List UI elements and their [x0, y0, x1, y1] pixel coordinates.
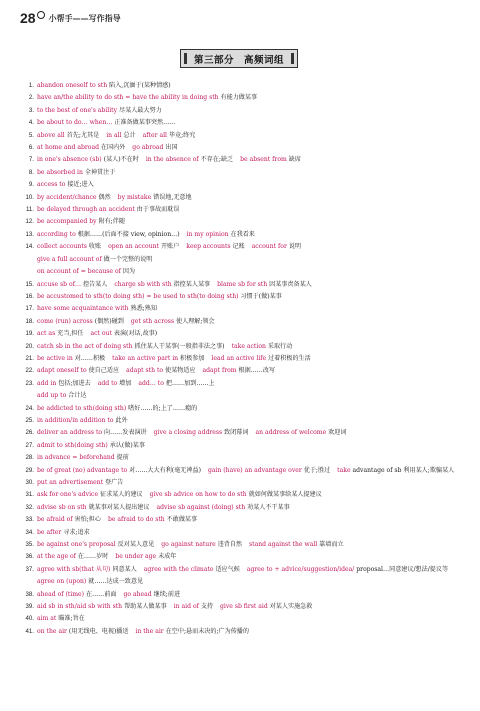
item-number: 28. [25, 454, 34, 462]
phrase: ahead of (time) [37, 590, 85, 598]
meaning: 增加 [119, 379, 132, 387]
meaning: 靠墙而立 [319, 541, 344, 549]
meaning: 因为 [122, 268, 135, 276]
item-number: 19. [25, 330, 34, 338]
phrase: at the age of [37, 553, 76, 561]
item-number: 27. [25, 441, 34, 449]
item-number: 33. [25, 516, 34, 524]
list-item [18, 117, 468, 129]
phrase: in advance = beforehand [37, 454, 115, 462]
meaning: 习惯于(做)某事 [240, 292, 282, 300]
list-item [18, 626, 468, 638]
meaning: 瞄准;旨在 [58, 615, 85, 623]
meaning: 偶然 [98, 193, 111, 201]
list-item [18, 477, 468, 489]
list-item [18, 403, 468, 415]
list-item [18, 514, 468, 526]
meaning: 适应气候 [215, 565, 240, 573]
list-item [18, 564, 468, 589]
phrase: agree with sb(that 从句) [37, 565, 111, 573]
phrase: be absorbed in [37, 168, 83, 176]
meaning: 征求某人的建议 [100, 491, 143, 499]
meaning: 包括;加进去 [58, 379, 91, 387]
phrase: be accompanied by [37, 218, 97, 226]
meaning: 毕竟;终究 [168, 131, 196, 139]
meaning: proposal…同意建议/想法/提议等 [356, 565, 449, 573]
list-item [18, 527, 468, 539]
list-item [18, 353, 468, 365]
meaning: 使某物适应 [165, 367, 196, 375]
list-item [18, 130, 468, 142]
meaning: 在我看来 [230, 230, 255, 238]
meaning: 做一个完整的说明 [103, 255, 153, 263]
list-item [18, 316, 468, 328]
phrase: in all [106, 131, 122, 139]
meaning: 积极参加 [180, 354, 205, 362]
list-item [18, 105, 468, 117]
list-item [18, 378, 468, 403]
list-item [18, 452, 468, 464]
meaning: 优于;胜过 [303, 466, 331, 474]
meaning: 接近;进入 [67, 181, 94, 189]
meaning: 就……达成一致意见 [88, 578, 144, 586]
list-item [18, 328, 468, 340]
phrase: go ahead [123, 590, 152, 598]
phrase: go against nature [161, 541, 216, 549]
list-item [18, 291, 468, 303]
phrase: have an/the ability to do sth = have the ability in doing sth [37, 94, 219, 102]
list-item [18, 216, 468, 228]
phrase: collect accounts [37, 243, 87, 251]
phrase: account for [251, 243, 287, 251]
item-number: 21. [25, 354, 34, 362]
phrase: aim at [37, 615, 57, 623]
item-number: 14. [25, 243, 34, 251]
phrase: on the air [37, 627, 67, 635]
phrase: lead an active life [211, 354, 267, 362]
list-item [18, 303, 468, 315]
item-number: 10. [25, 193, 34, 201]
phrase: be against one's proposal [37, 541, 116, 549]
item-number: 34. [25, 528, 34, 536]
meaning: 表演(对话,故事) [113, 330, 158, 338]
item-number: 17. [25, 305, 34, 313]
list-item [18, 427, 468, 439]
meaning: 开账户 [160, 243, 180, 251]
meaning: 寻求;追求 [63, 528, 90, 536]
item-number: 31. [25, 491, 34, 499]
meaning: 害怕;担心 [74, 516, 101, 524]
list-item [18, 142, 468, 154]
phrase: take [337, 466, 351, 474]
phrase: take action [231, 342, 266, 350]
meaning: 出国 [165, 144, 178, 152]
phrase: give a full account of [37, 255, 102, 263]
phrase: adapt sth to [126, 367, 164, 375]
phrase: take an active part in [112, 354, 179, 362]
meaning: (某人)不在时 [103, 156, 139, 164]
meaning: 劝某人不干某事 [247, 503, 290, 511]
item-number: 16. [25, 292, 34, 300]
list-item [18, 613, 468, 625]
item-number: 39. [25, 603, 34, 611]
meaning: 欢迎词 [328, 429, 347, 437]
item-number: 9. [28, 181, 34, 189]
meaning: 就某事对某人提出建议 [88, 503, 150, 511]
item-number: 35. [25, 541, 34, 549]
list-item [18, 167, 468, 179]
meaning: 采取行动 [267, 342, 293, 350]
phrase: in addition/in addition to [37, 416, 114, 424]
phrase: accuse sb of… [37, 280, 82, 288]
meaning: 说明 [288, 243, 301, 251]
list-item [18, 465, 468, 477]
phrase: agree with the climate [143, 565, 214, 573]
meaning: 有能力做某事 [220, 94, 258, 102]
meaning: 记账 [232, 243, 245, 251]
meaning: 就如何做某事给某人提建议 [248, 491, 322, 499]
item-number: 7. [28, 156, 34, 164]
meaning: 违背自然 [217, 541, 243, 549]
phrase: advise sb against (doing) sth [156, 503, 246, 511]
phrase: be absent from [240, 156, 287, 164]
phrase: be after [37, 528, 62, 536]
phrase: access to [37, 181, 66, 189]
item-number: 1. [28, 82, 34, 89]
phrase: stand against the wall [249, 541, 318, 549]
list-item [18, 192, 468, 204]
page-number-mark [37, 11, 45, 19]
list-item [18, 229, 468, 241]
meaning: 使自己适应 [88, 367, 120, 375]
meaning: 附有;伴随 [98, 218, 125, 226]
meaning: 正准备做某事突然…… [114, 119, 176, 127]
phrase: give sb first aid [220, 603, 268, 611]
meaning: 陷入,沉湎于(某种情感) [109, 82, 171, 89]
meaning: 过着积极的生活 [268, 354, 311, 362]
meaning: 总计 [123, 131, 136, 139]
item-number: 40. [25, 615, 34, 623]
phrase: in my opinion [186, 230, 229, 238]
phrase: come (run) across [37, 317, 93, 325]
page-number: 28 [20, 10, 36, 26]
item-number: 18. [25, 317, 34, 325]
item-number: 32. [25, 503, 34, 511]
meaning: 承认(做)某事 [109, 441, 145, 449]
phrase: adapt from [202, 367, 237, 375]
item-number: 22. [25, 367, 34, 375]
phrase: open an account [108, 243, 160, 251]
phrase: adapt oneself to [37, 367, 87, 375]
meaning: 致闭幕词 [224, 429, 249, 437]
item-number: 30. [25, 479, 34, 486]
list-item [18, 204, 468, 216]
meaning: 对……大大有利(毫无裨益) [129, 466, 201, 474]
meaning: 帮助某人做某事 [124, 603, 167, 611]
list-item [18, 489, 468, 501]
list-item [18, 440, 468, 452]
list-item [18, 179, 468, 191]
meaning: 把……加到……上 [165, 379, 215, 387]
phrase: give sb advice on how to do sth [149, 491, 247, 499]
phrase: agree to + advice/suggestion/idea/ [246, 565, 355, 573]
item-number: 11. [25, 206, 34, 214]
phrase: in aid of [173, 603, 199, 611]
phrase: admit to sth(doing sth) [37, 441, 108, 449]
meaning: 不存在;缺乏 [200, 156, 234, 164]
meaning: 在国内外 [100, 144, 126, 152]
item-number: 4. [28, 119, 34, 127]
phrase: be afraid to do sth [107, 516, 165, 524]
section-title [180, 49, 298, 68]
phrase: after all [142, 131, 167, 139]
phrase: according to [37, 230, 76, 238]
phrase: be about to do… when… [37, 119, 113, 127]
phrase: catch sb in the act of doing sth [37, 342, 133, 350]
phrase: ask for one's advice [37, 491, 99, 499]
meaning: 充当,担任 [57, 330, 84, 338]
meaning: 对某人实施急救 [269, 603, 313, 611]
meaning: 因某事责备某人 [269, 280, 312, 288]
phrase: agree on (upon) [37, 578, 87, 586]
meaning: 合计达 [68, 392, 87, 400]
list-item [18, 415, 468, 427]
meaning: 缺席 [288, 156, 301, 164]
list-item [18, 80, 468, 92]
meaning: 提前 [116, 454, 129, 462]
phrase: give a closing address [153, 429, 223, 437]
phrase: add to [97, 379, 118, 387]
phrase: add up to [37, 392, 67, 400]
list-item [18, 365, 468, 377]
item-number: 36. [25, 553, 34, 561]
page-header [20, 6, 121, 30]
phrase: be under age [115, 553, 157, 561]
phrase: abandon oneself to sth [37, 82, 108, 89]
phrase: be of great (no) advantage to [37, 466, 128, 474]
meaning: 同意某人 [112, 565, 137, 573]
meaning: advantage of sb 利用某人;欺骗某人 [352, 466, 455, 474]
item-number: 38. [25, 590, 34, 598]
list-item [18, 601, 468, 613]
phrase: be addicted to sth(doing sth) [37, 404, 127, 412]
item-number: 15. [25, 280, 34, 288]
item-number: 12. [25, 218, 34, 226]
item-number: 5. [28, 131, 34, 139]
phrase: charge sb with sth [114, 280, 172, 288]
item-number: 20. [25, 342, 34, 350]
meaning: 反对某人意见 [117, 541, 155, 549]
phrase: by accident/chance [37, 193, 97, 201]
meaning: (用无线电、电视)播送 [68, 627, 129, 635]
meaning: 嗜好……的;上了……瘾的 [128, 404, 198, 412]
item-number: 3. [28, 106, 34, 114]
meaning: 在空中;悬而未决的;广为传播的 [165, 627, 249, 635]
phrase: advise sb on sth [37, 503, 87, 511]
phrase: put an advertisement [37, 479, 104, 486]
phrase: be accustomed to sth(to doing sth) = be used to sth(to doing sth) [37, 292, 239, 300]
meaning: 首先;尤其是 [66, 131, 100, 139]
meaning: 登广告 [105, 479, 124, 486]
item-number: 37. [25, 565, 34, 573]
meaning: 在……前面 [85, 590, 117, 598]
item-number: 6. [28, 144, 34, 152]
item-number: 29. [25, 466, 34, 474]
phrase: at home and abroad [37, 144, 99, 152]
list-item [18, 154, 468, 166]
book-title: 小帮手——写作指导 [48, 13, 121, 23]
phrase: in the absence of [145, 156, 199, 164]
phrase: by mistake [117, 193, 152, 201]
phrase: to the best of one's ability [37, 106, 118, 114]
phrase: above all [37, 131, 65, 139]
list-item [18, 279, 468, 291]
meaning: 根据……(后面不接 view, opinion…) [77, 230, 180, 238]
meaning: 未成年 [158, 553, 177, 561]
phrase: in one's absence (sb) [37, 156, 102, 164]
phrase: keep accounts [186, 243, 231, 251]
phrase: deliver an address to [37, 429, 103, 437]
list-item [18, 92, 468, 104]
item-number: 41. [25, 627, 34, 635]
item-number: 8. [28, 168, 34, 176]
list-item [18, 551, 468, 563]
phrase: have some acquaintance with [37, 305, 129, 313]
item-number: 26. [25, 429, 34, 437]
meaning: 支持 [200, 603, 213, 611]
meaning: 控告某人 [82, 280, 108, 288]
meaning: 错误地,无意地 [153, 193, 192, 201]
item-number: 25. [25, 416, 34, 424]
meaning: 在……岁时 [77, 553, 109, 561]
meaning: 继续;前进 [153, 590, 181, 598]
item-number: 2. [28, 94, 34, 102]
phrase: gain (have) an advantage over [207, 466, 302, 474]
item-number: 23. [25, 379, 34, 387]
meaning: 根据……改写 [238, 367, 276, 375]
meaning: 由于事故而耽误 [136, 206, 180, 214]
meaning: 收账 [88, 243, 102, 251]
list-item [18, 539, 468, 551]
meaning: 尽某人最大努力 [119, 106, 162, 114]
phrase: aid sb in sth/aid sb with sth [37, 603, 123, 611]
phrase: an address of welcome [255, 429, 327, 437]
phrase: act as [37, 330, 56, 338]
meaning: 抓住某人干某事(一般指非法之事) [134, 342, 225, 350]
list-item [18, 341, 468, 353]
meaning: (偶然)碰到 [94, 317, 124, 325]
section-title-text: 第三部分 高频词组 [193, 54, 284, 66]
meaning: 此外 [115, 416, 128, 424]
phrase: be delayed through an accident [37, 206, 135, 214]
phrase: in the air [135, 627, 164, 635]
meaning: 全神贯注于 [84, 168, 116, 176]
item-number: 13. [25, 230, 34, 238]
item-number: 24. [25, 404, 34, 412]
phrase: on account of = because of [37, 268, 121, 276]
phrase: act out [90, 330, 112, 338]
phrase: add… to [138, 379, 164, 387]
meaning: 使人理解;领会 [175, 317, 215, 325]
phrase: be active in [37, 354, 73, 362]
meaning: 指控某人某事 [173, 280, 211, 288]
list-item [18, 502, 468, 514]
meaning: 熟悉;熟知 [130, 305, 157, 313]
phrase: get sth across [130, 317, 175, 325]
list-item [18, 241, 468, 278]
meaning: 不敢做某事 [166, 516, 198, 524]
phrase-list [18, 80, 468, 638]
phrase: go abroad [132, 144, 164, 152]
meaning: 向……发表演讲 [104, 429, 147, 437]
list-item [18, 589, 468, 601]
phrase: be afraid of [37, 516, 73, 524]
phrase: blame sb for sth [217, 280, 268, 288]
meaning: 对……积极 [74, 354, 106, 362]
phrase: add in [37, 379, 57, 387]
